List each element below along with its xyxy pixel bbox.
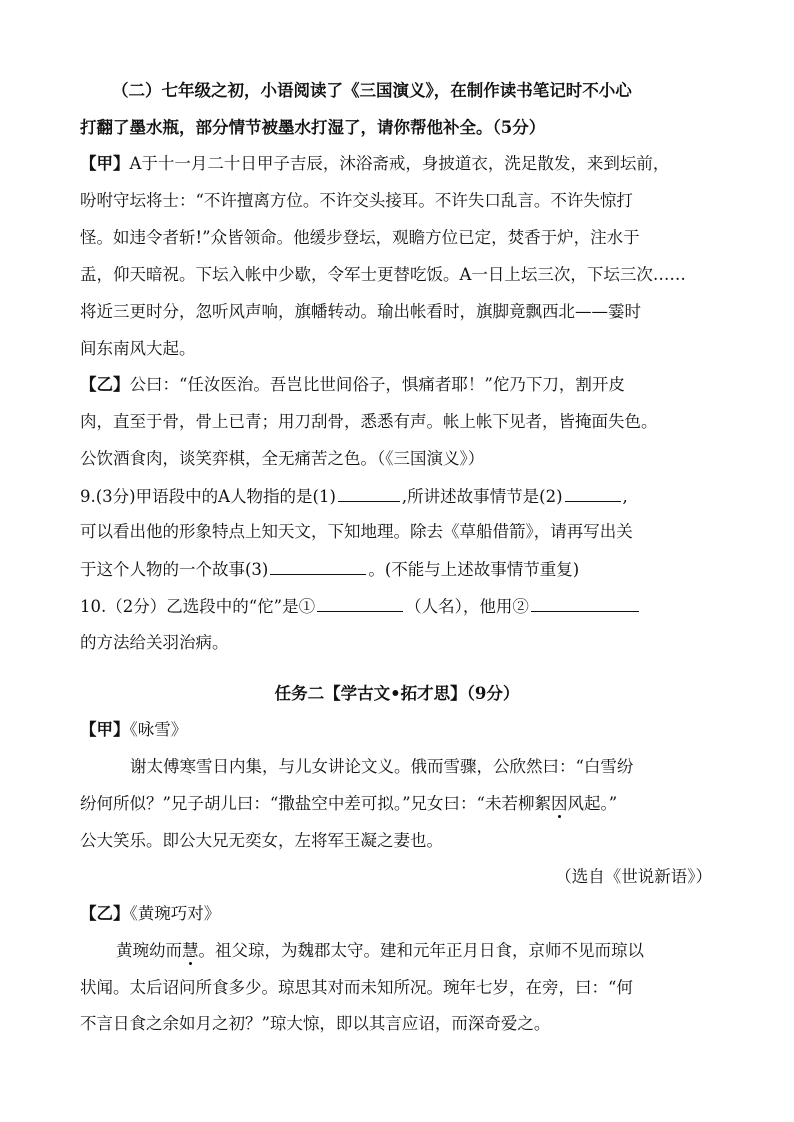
yongxue-title: 《咏雪》 — [129, 720, 188, 739]
q9-blank-1[interactable] — [338, 485, 400, 502]
yongxue-line2 — [80, 793, 740, 815]
question-10-line2: 的方法给关羽治病。 — [80, 633, 229, 652]
yongxue-header — [80, 719, 740, 741]
passage-yi-text: 公曰：“任汝医治。吾岂比世间俗子，惧痛者耶！”佗乃下刀，割开皮 — [129, 375, 625, 394]
huangwan-line1-post: 。祖父琼，为魏郡太守。建和元年正月日食，京师不见而琼以 — [198, 941, 644, 960]
q10-text-a: 10.（2分）乙选段中的“佗”是① — [80, 597, 316, 616]
passage-jia-line6: 间东南风大起。 — [80, 339, 196, 358]
passage-jia-line3: 怪。如违令者斩!”众皆领命。他缓步登坛，观瞻方位已定，焚香于炉，注水于 — [80, 228, 640, 247]
yongxue-label: 【甲】 — [80, 720, 130, 739]
yongxue-line3: 公大笑乐。即公大兄无奕女，左将军王凝之妻也。 — [80, 831, 443, 850]
passage-yi-label: 【乙】 — [80, 375, 130, 394]
question-9-line1 — [80, 485, 740, 508]
passage-jia-line1 — [80, 153, 740, 175]
yongxue-line1: 谢太傅寒雪日内集，与儿女讲论文义。俄而雪骤，公欣然曰：“白雪纷 — [130, 757, 634, 776]
huangwan-label: 【乙】 — [80, 904, 130, 923]
question-10-line1 — [80, 595, 740, 618]
q9-text-f: 。(不能与上述故事情节重复) — [368, 560, 580, 579]
question-9-line3 — [80, 558, 740, 581]
passage-jia-label: 【甲】 — [80, 154, 130, 173]
q10-blank-1[interactable] — [317, 595, 403, 612]
q9-blank-3[interactable] — [270, 558, 366, 575]
passage-jia-line5: 将近三更时分，忽听风声响，旗幡转动。瑜出帐看时，旗脚竟飘西北——霎时 — [80, 302, 641, 321]
huangwan-line3: 不言日食之余如月之初？”琼大惊，即以其言应诏，而深奇爱之。 — [80, 1014, 551, 1033]
task2-heading: 任务二【学古文•拓才思】（9分） — [274, 684, 520, 703]
section2-intro-line1: （二）七年级之初，小语阅读了《三国演义》，在制作读书笔记时不小心 — [112, 81, 632, 100]
huangwan-title: 《黄琬巧对》 — [129, 904, 221, 923]
passage-jia-text: A于十一月二十日甲子吉辰，沐浴斋戒，身披道衣，洗足散发，来到坛前， — [129, 154, 670, 173]
huangwan-header — [80, 903, 740, 925]
passage-jia-line2: 吩咐守坛将士：“不许擅离方位。不许交头接耳。不许失口乱言。不许失惊打 — [80, 191, 633, 210]
q10-text-b: （人名），他用② — [405, 597, 529, 616]
yongxue-dotted-char: 因 — [551, 794, 568, 813]
passage-yi-line1 — [80, 374, 740, 396]
q10-blank-2[interactable] — [531, 595, 639, 612]
section2-intro-line2: 打翻了墨水瓶，部分情节被墨水打湿了，请你帮他补全。（5分） — [80, 118, 546, 137]
q9-text-a: 9.(3分)甲语段中的A人物指的是(1) — [80, 487, 336, 506]
q9-text-e: 于这个人物的一个故事(3) — [80, 560, 269, 579]
question-9-line2: 可以看出他的形象特点上知天文，下知地理。除去《草船借箭》，请再写出关 — [80, 522, 633, 541]
yongxue-line2-end: 风起。” — [567, 794, 618, 813]
huangwan-dotted-char: 慧 — [182, 941, 199, 960]
passage-yi-line3: 公饮酒食肉，谈笑弈棋，全无痛苦之色。（《三国演义》） — [80, 449, 485, 468]
passage-yi-line2: 肉，直至于骨，骨上已青；用刀刮骨，悉悉有声。帐上帐下见者，皆掩面失色。 — [80, 412, 658, 431]
q9-blank-2[interactable] — [565, 485, 621, 502]
huangwan-line1 — [116, 940, 776, 962]
yongxue-line2-text: 纷何所似？”兄子胡儿曰：“撒盐空中差可拟。”兄女曰：“未若柳絮 — [80, 794, 551, 813]
q9-text-c: , — [622, 487, 628, 506]
huangwan-line2: 状闻。太后诏问所食多少。琼思其对而未知所况。琬年七岁，在旁，曰：“何 — [80, 978, 633, 997]
q9-text-b: ,所讲述故事情节是(2) — [401, 487, 563, 506]
huangwan-line1-pre: 黄琬幼而 — [116, 941, 182, 960]
passage-jia-line4: 盂，仰天暗祝。下坛入帐中少歇，令军士更替吃饭。A一日上坛三次，下坛三次…… — [80, 265, 686, 284]
yongxue-source: （选自《世说新语》） — [555, 867, 712, 886]
